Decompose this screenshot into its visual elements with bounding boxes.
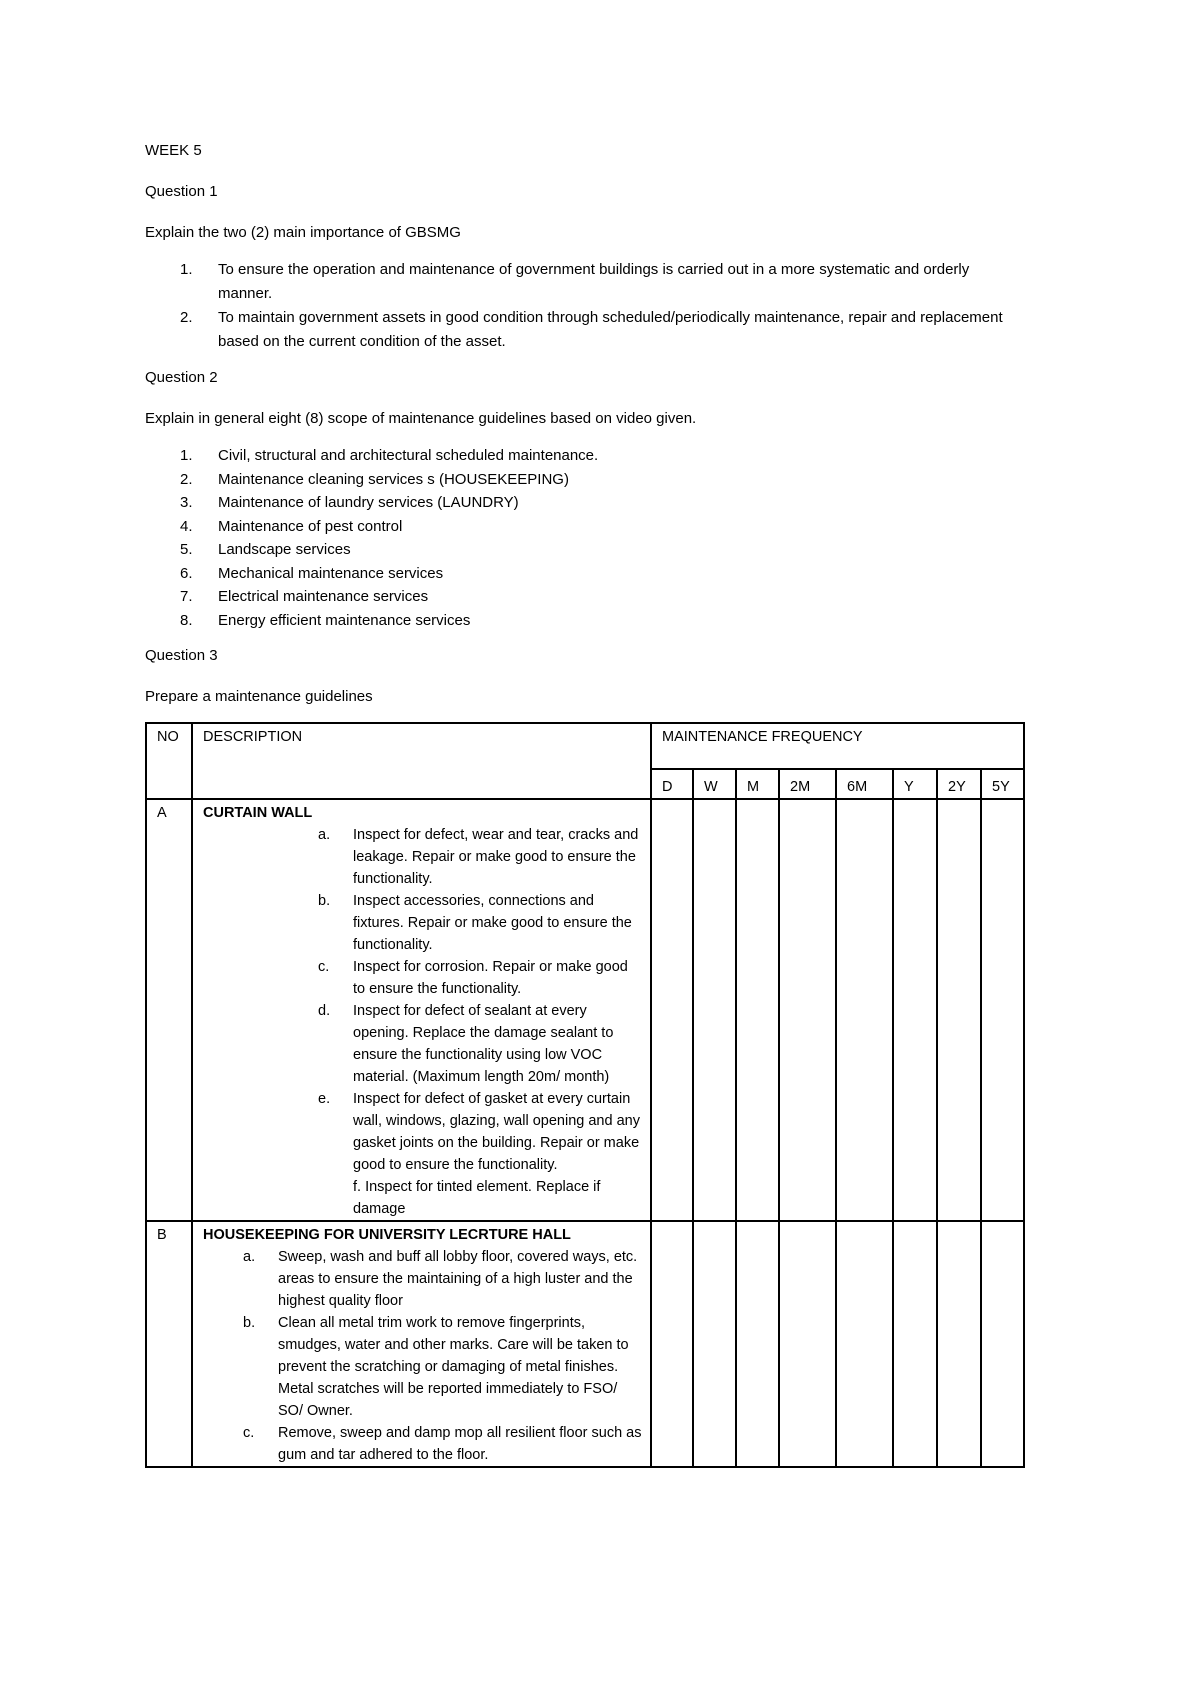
- table-row-section-a: [146, 799, 1024, 1221]
- week-title: WEEK 5: [145, 142, 202, 159]
- item-text: Inspect accessories, connections and fixtures. Repair or make good to ensure the functionality.: [353, 893, 632, 953]
- question-2-heading: Question 2: [145, 369, 218, 386]
- item-letter: a.: [318, 827, 331, 843]
- freq-cell: [651, 799, 693, 1221]
- item-text: Sweep, wash and buff all lobby floor, covered ways, etc. areas to ensure the maintaining of a high luster and the highest quality floor: [278, 1249, 638, 1309]
- freq-cell: [937, 799, 981, 1221]
- list-item: 2. To maintain government assets in good condition through scheduled/periodically maintenance, repair and replacement based on the current condition of the asset.: [180, 309, 1003, 350]
- list-item: [203, 1000, 642, 1088]
- freq-cell: [736, 1221, 779, 1467]
- list-item-text: Maintenance cleaning services s (HOUSEKEEPING): [218, 470, 569, 488]
- section-b-title: HOUSEKEEPING FOR UNIVERSITY LECRTURE HALL: [203, 1227, 571, 1243]
- question-2-answer-list: [145, 444, 1025, 632]
- document-page: [145, 140, 1025, 1468]
- list-item: 3. Maintenance of laundry services (LAUNDRY): [180, 494, 519, 511]
- freq-monthly: M: [736, 769, 779, 799]
- freq-cell: [693, 1221, 736, 1467]
- freq-cell: [836, 1221, 893, 1467]
- section-a-no: A: [146, 799, 192, 1221]
- freq-cell: [981, 799, 1024, 1221]
- section-a-description: [192, 799, 651, 1221]
- freq-cell: [651, 1221, 693, 1467]
- freq-cell: [893, 1221, 937, 1467]
- list-item: [203, 1088, 642, 1176]
- list-item: 2. Maintenance cleaning services s (HOUSEKEEPING): [180, 470, 569, 488]
- header-maintenance-frequency: MAINTENANCE FREQUENCY: [651, 723, 1024, 769]
- list-item: 5. Landscape services: [180, 541, 351, 558]
- item-text: Inspect for corrosion. Repair or make good to ensure the functionality.: [353, 959, 628, 997]
- list-item: 4. Maintenance of pest control: [180, 517, 403, 535]
- list-item-text: Civil, structural and architectural scheduled maintenance.: [218, 447, 599, 464]
- list-item-text: Electrical maintenance services: [218, 588, 429, 605]
- list-item: 1. Civil, structural and architectural scheduled maintenance.: [180, 447, 599, 464]
- table-header-row: [146, 723, 1024, 769]
- maintenance-guidelines-table: [145, 722, 1025, 1468]
- freq-yearly: Y: [893, 769, 937, 799]
- freq-daily: D: [651, 769, 693, 799]
- table-row-section-b: [146, 1221, 1024, 1467]
- list-item: [203, 1422, 642, 1466]
- section-a-items: [203, 824, 642, 1176]
- freq-cell: [736, 799, 779, 1221]
- section-b-description: [192, 1221, 651, 1467]
- list-item: [203, 890, 642, 956]
- freq-cell: [693, 799, 736, 1221]
- list-item: [203, 1312, 642, 1422]
- list-item-text: Landscape services: [218, 541, 351, 558]
- freq-5-yearly: 5Y: [981, 769, 1024, 799]
- item-text: Clean all metal trim work to remove fingerprints, smudges, water and other marks. Care will be taken to prevent the scratching or damaging of metal finishes. Metal scratches will be reported immediately to FSO/ SO/ Owner.: [278, 1315, 629, 1419]
- list-item: 7. Electrical maintenance services: [180, 588, 429, 605]
- list-item: [203, 956, 642, 1000]
- item-letter: e.: [318, 1091, 331, 1107]
- question-3-heading: Question 3: [145, 647, 218, 664]
- freq-cell: [779, 1221, 836, 1467]
- section-a-item-f: f. Inspect for tinted element. Replace if damage: [353, 1179, 601, 1217]
- list-item-text: Mechanical maintenance services: [218, 564, 444, 582]
- list-item-text: Energy efficient maintenance services: [218, 611, 471, 629]
- header-description: DESCRIPTION: [192, 723, 651, 799]
- list-item-text: Maintenance of pest control: [218, 517, 403, 535]
- question-3-prompt: Prepare a maintenance guidelines: [145, 688, 373, 705]
- list-item: [203, 1246, 642, 1312]
- item-letter: b.: [318, 893, 331, 909]
- header-no: NO: [146, 723, 192, 799]
- item-letter: c.: [318, 959, 330, 975]
- list-item: [203, 824, 642, 890]
- question-1-prompt: Explain the two (2) main importance of GBSMG: [145, 224, 461, 241]
- item-text: Inspect for defect of sealant at every opening. Replace the damage sealant to ensure the functionality using low VOC material. (Maximum length 20m/ month): [353, 1003, 614, 1085]
- freq-cell: [836, 799, 893, 1221]
- freq-6-monthly: 6M: [836, 769, 893, 799]
- list-item: 8. Energy efficient maintenance services: [180, 611, 471, 629]
- item-letter: c.: [243, 1425, 255, 1441]
- freq-2-monthly: 2M: [779, 769, 836, 799]
- list-item-text: To ensure the operation and maintenance of government buildings is carried out in a more systematic and orderly manner.: [218, 261, 970, 302]
- list-item-text: To maintain government assets in good condition through scheduled/periodically maintenance, repair and replacement based on the current condition of the asset.: [218, 309, 1003, 350]
- section-a-title: CURTAIN WALL: [203, 805, 313, 821]
- list-item: 1. To ensure the operation and maintenance of government buildings is carried out in a more systematic and orderly manner.: [180, 261, 970, 302]
- section-b-no: B: [146, 1221, 192, 1467]
- list-item: 6. Mechanical maintenance services: [180, 564, 444, 582]
- item-text: Inspect for defect, wear and tear, cracks and leakage. Repair or make good to ensure the functionality.: [353, 827, 639, 887]
- question-1-answer-list: [145, 258, 1025, 354]
- freq-weekly: W: [693, 769, 736, 799]
- freq-cell: [893, 799, 937, 1221]
- item-letter: b.: [243, 1315, 256, 1331]
- section-b-items: [203, 1246, 642, 1466]
- freq-cell: [779, 799, 836, 1221]
- list-item-text: Maintenance of laundry services (LAUNDRY): [218, 494, 519, 511]
- freq-2-yearly: 2Y: [937, 769, 981, 799]
- question-2-prompt: Explain in general eight (8) scope of maintenance guidelines based on video given.: [145, 410, 697, 427]
- question-1-heading: Question 1: [145, 183, 218, 200]
- freq-cell: [981, 1221, 1024, 1467]
- item-letter: a.: [243, 1249, 256, 1265]
- item-text: Inspect for defect of gasket at every curtain wall, windows, glazing, wall opening and any gasket joints on the building. Repair or make good to ensure the functionality.: [353, 1091, 640, 1173]
- freq-cell: [937, 1221, 981, 1467]
- item-text: Remove, sweep and damp mop all resilient floor such as gum and tar adhered to the floor.: [278, 1425, 642, 1463]
- item-letter: d.: [318, 1003, 331, 1019]
